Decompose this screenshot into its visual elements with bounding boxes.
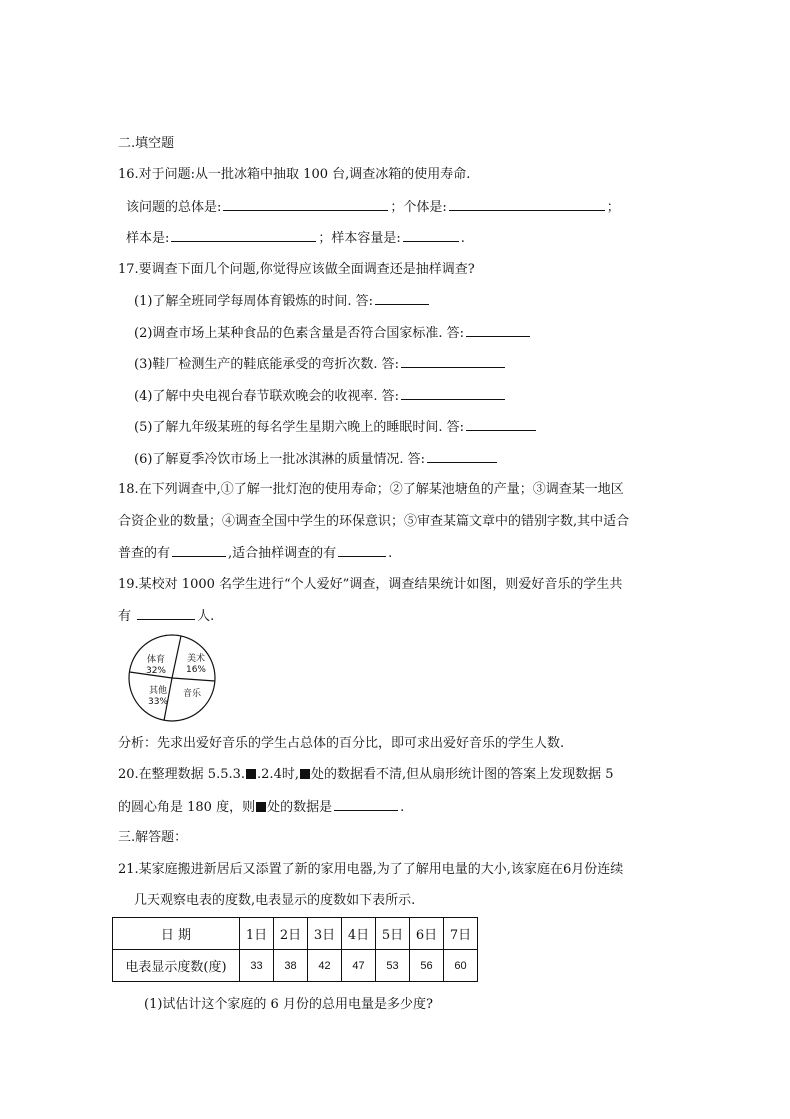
obscured-square-icon xyxy=(300,769,310,779)
hobby-pie-chart xyxy=(128,634,218,724)
q18-sample-blank[interactable] xyxy=(338,544,386,557)
slice-label-other: 其他 xyxy=(148,686,168,696)
reading-cell: 33 xyxy=(240,950,274,982)
q21-line1: 21.某家庭搬进新居后又添置了新的家用电器,为了了解用电量的大小,该家庭在6月份连续 xyxy=(118,862,624,877)
q17-answer-blank[interactable] xyxy=(375,292,429,305)
q17-item-3 xyxy=(134,355,507,374)
table-row xyxy=(113,950,478,982)
q19-line2-end: 人. xyxy=(197,609,215,624)
day-cell: 4日 xyxy=(342,918,376,950)
q16-stem: 16.对于问题:从一批冰箱中抽取 100 台,调查冰箱的使用寿命. xyxy=(118,167,471,182)
q18-sample-label: ,适合抽样调查的有 xyxy=(228,546,337,561)
q17-item-text: (4)了解中央电视台春节联欢晚会的收视率. 答: xyxy=(134,389,400,404)
table-row xyxy=(113,918,478,950)
q20-line2-end: . xyxy=(400,800,405,815)
q19-line2-start: 有 xyxy=(118,609,136,624)
reading-cell: 60 xyxy=(444,950,478,982)
slice-percent-art: 16% xyxy=(185,665,207,675)
q17-answer-blank[interactable] xyxy=(466,418,536,431)
slice-label-sports: 体育 xyxy=(146,655,166,665)
q17-item-text: (1)了解全班同学每周体育锻炼的时间. 答: xyxy=(134,294,374,309)
section2-heading: 二.填空题 xyxy=(118,136,175,151)
q16-population-label: 该问题的总体是: xyxy=(126,200,222,215)
q19-line2 xyxy=(118,607,214,626)
reading-label-cell: 电表显示度数(度) xyxy=(113,950,240,982)
q17-answer-blank[interactable] xyxy=(401,355,505,368)
q17-item-6 xyxy=(134,450,499,469)
obscured-square-icon xyxy=(256,802,266,812)
reading-cell: 56 xyxy=(410,950,444,982)
slice-percent-other: 33% xyxy=(147,697,169,707)
obscured-square-icon xyxy=(246,769,256,779)
q16-sample-label: 样本是: xyxy=(126,231,170,246)
q17-item-4 xyxy=(134,387,507,406)
q18-line1: 18.在下列调查中,①了解一批灯泡的使用寿命；②了解某池塘鱼的产量；③调查某一地区 xyxy=(118,482,624,497)
q18-line2: 合资企业的数量；④调查全国中学生的环保意识；⑤审查某篇文章中的错别字数,其中适合 xyxy=(118,514,630,529)
q20-text-a: 20.在整理数据 5.5.3. xyxy=(118,767,246,782)
q17-stem: 17.要调查下面几个问题,你觉得应该做全面调查还是抽样调查? xyxy=(118,262,475,277)
q16-line1-end: ； xyxy=(606,200,620,215)
q17-item-2 xyxy=(134,324,532,343)
q20-line2 xyxy=(118,798,404,817)
day-cell: 3日 xyxy=(308,918,342,950)
q19-answer-blank[interactable] xyxy=(137,607,195,620)
day-cell: 2日 xyxy=(274,918,308,950)
q17-answer-blank[interactable] xyxy=(401,387,505,400)
q17-item-text: (6)了解夏季冷饮市场上一批冰淇淋的质量情况. 答: xyxy=(134,452,426,467)
q16-sample-blank[interactable] xyxy=(171,229,316,242)
date-header-cell: 日 期 xyxy=(113,918,240,950)
q16-sample-size-label: ；样本容量是: xyxy=(318,231,401,246)
q17-item-text: (2)调查市场上某种食品的色素含量是否符合国家标准. 答: xyxy=(134,326,465,341)
q18-line3 xyxy=(118,544,392,563)
slice-label-art: 美术 xyxy=(186,654,206,664)
q21-sub1: (1)试估计这个家庭的 6 月份的总用电量是多少度? xyxy=(144,997,433,1012)
q16-population-blank[interactable] xyxy=(223,198,388,211)
q16-line2 xyxy=(126,229,465,248)
slice-percent-sports: 32% xyxy=(145,666,167,676)
q16-line1 xyxy=(126,198,620,217)
q20-line1 xyxy=(118,766,614,784)
q19-line1: 19.某校对 1000 名学生进行“个人爱好”调查，调查结果统计如图，则爱好音乐的学生共 xyxy=(118,577,623,592)
q18-census-blank[interactable] xyxy=(172,544,226,557)
q21-line2: 几天观察电表的度数,电表显示的度数如下表所示. xyxy=(134,893,416,908)
q17-item-1 xyxy=(134,292,431,311)
q18-census-label: 普查的有 xyxy=(118,546,171,561)
q17-answer-blank[interactable] xyxy=(427,450,497,463)
q17-item-text: (5)了解九年级某班的每名学生星期六晚上的睡眠时间. 答: xyxy=(134,420,465,435)
q17-item-text: (3)鞋厂检测生产的鞋底能承受的弯折次数. 答: xyxy=(134,357,400,372)
q16-individual-blank[interactable] xyxy=(449,198,605,211)
section3-heading: 三.解答题： xyxy=(118,830,188,845)
day-cell: 7日 xyxy=(444,918,478,950)
reading-cell: 38 xyxy=(274,950,308,982)
q20-text-d: 的圆心角是 180 度，则 xyxy=(118,800,256,815)
q20-text-c: 处的数据看不清,但从扇形统计图的答案上发现数据 5 xyxy=(310,767,614,782)
q20-text-e: 处的数据是 xyxy=(267,800,333,815)
q19-analysis: 分析：先求出爱好音乐的学生占总体的百分比，即可求出爱好音乐的学生人数. xyxy=(118,736,565,751)
reading-cell: 53 xyxy=(376,950,410,982)
q16-individual-label: ；个体是: xyxy=(390,200,447,215)
q17-answer-blank[interactable] xyxy=(466,324,530,337)
day-cell: 6日 xyxy=(410,918,444,950)
q16-sample-size-blank[interactable] xyxy=(403,229,459,242)
q18-line3-end: . xyxy=(388,546,393,561)
reading-cell: 47 xyxy=(342,950,376,982)
slice-label-music: 音乐 xyxy=(182,689,202,699)
day-cell: 1日 xyxy=(240,918,274,950)
q20-answer-blank[interactable] xyxy=(334,798,398,811)
reading-cell: 42 xyxy=(308,950,342,982)
day-cell: 5日 xyxy=(376,918,410,950)
q20-text-b: .2.4时, xyxy=(257,767,299,782)
meter-reading-table xyxy=(112,917,478,982)
q17-item-5 xyxy=(134,418,538,437)
q16-line2-end: . xyxy=(460,231,465,246)
